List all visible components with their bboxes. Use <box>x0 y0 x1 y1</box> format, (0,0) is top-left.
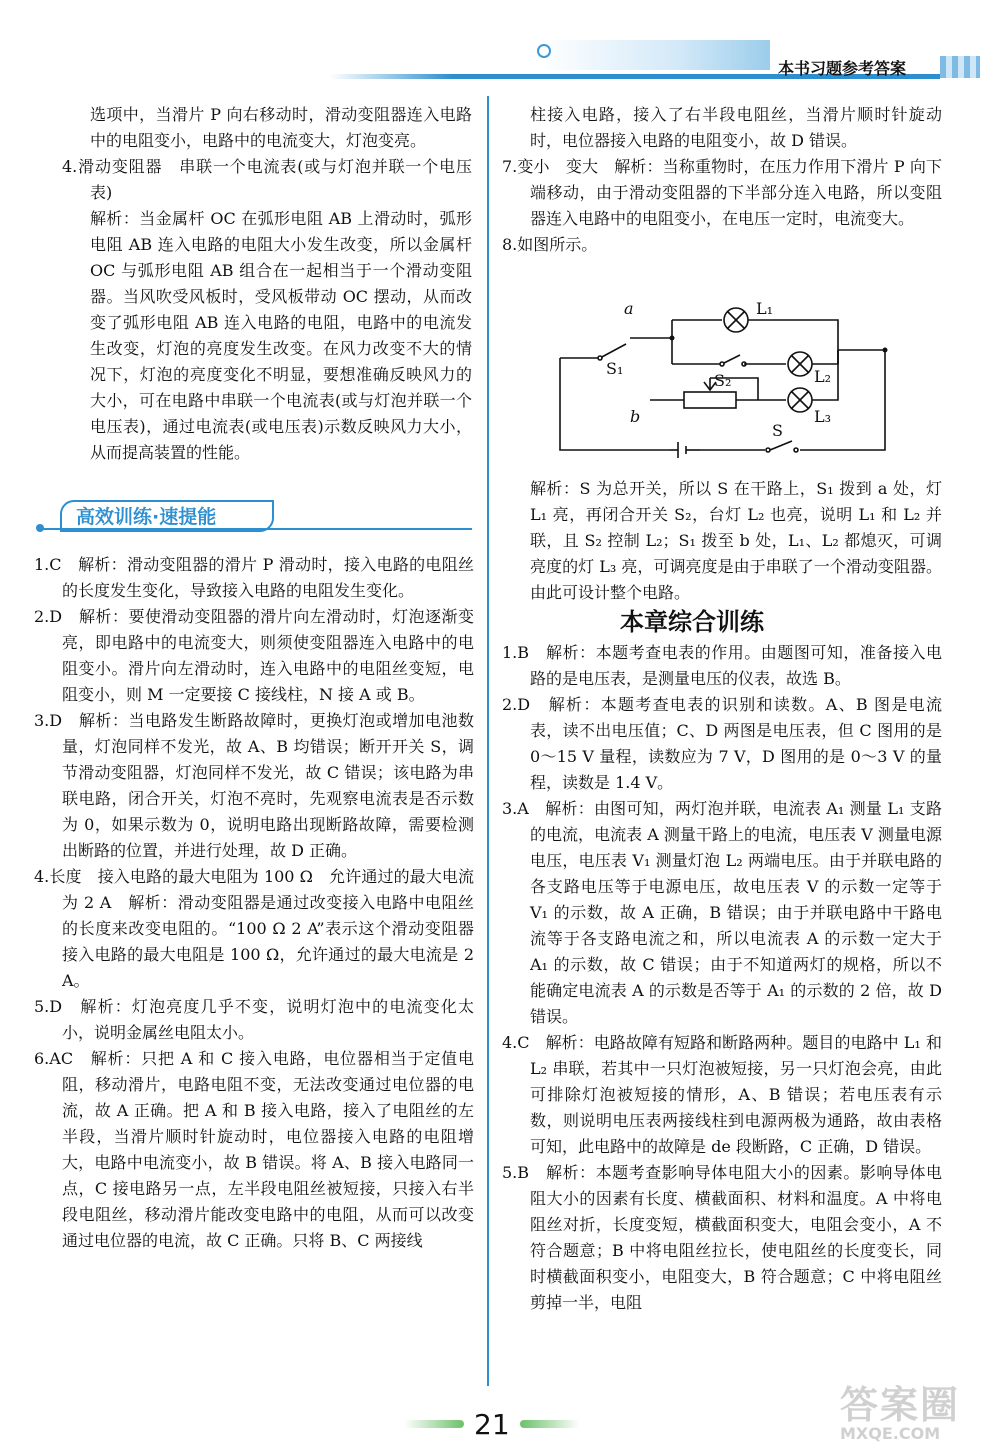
paragraph: 选项中，当滑片 P 向右移动时，滑动变阻器连入电路中的电阻变小，电路中的电流变大，灯泡变亮。 <box>90 105 472 150</box>
right-column-answers <box>502 640 942 1316</box>
answer-item: 4.滑动变阻器 串联一个电流表(或与灯泡并联一个电压表) <box>62 157 472 202</box>
circuit-label-s1: S₁ <box>606 359 624 378</box>
page-number-decoration-left <box>404 1420 464 1428</box>
answer-item: 1.B 解析：本题考查电表的作用。由题图可知，准备接入电路的是电压表，是测量电压的仪表，故选 B。 <box>502 643 942 688</box>
left-column-answers <box>34 552 474 1254</box>
page-number: 21 <box>474 1408 510 1441</box>
answer-item: 5.D 解析：灯泡亮度几乎不变，说明灯泡中的电流变化太小，说明金属丝电阻太小。 <box>34 997 474 1042</box>
header-title: 本书习题参考答案 <box>778 59 907 78</box>
answer-item: 8.如图所示。 <box>502 235 598 254</box>
circuit-label-l3: L₃ <box>814 407 832 426</box>
answer-item: 5.B 解析：本题考查影响导体电阻大小的因素。影响导体电阻大小的因素有长度、横截面积、材料和温度。A 中将电阻丝对折，长度变短，横截面积变大，电阻会变小，A 不符合题意；B 中将电阻丝拉长，使电阻丝的长度变长，同时横截面积变小，电阻变大，B 符合题意；C 中将电阻丝剪掉一半，电阻 <box>502 1163 942 1312</box>
chapter-title: 本章综合训练 <box>620 608 764 636</box>
answer-item: 1.C 解析：滑动变阻器的滑片 P 滑动时，接入电路的电阻丝的长度发生变化，导致接入电路的电阻发生变化。 <box>34 555 474 600</box>
header-stripe-decoration <box>940 56 980 78</box>
page-number-decoration-right <box>520 1420 580 1428</box>
answer-item: 6.AC 解析：只把 A 和 C 接入电路，电位器相当于定值电阻，移动滑片，电路电阻不变，无法改变通过电位器的电流，故 A 正确。把 A 和 B 接入电路，接入了电阻丝的左半段，当滑片顺时针旋动时，电位器接入电路的电阻增大，电路中电流变小，故 B 错误。将 A、B 接入电路同一点，C 接电路另一点，左半段电阻丝被短接，只接入右半段电阻丝，移动滑片能改变电路中的电阻，从而可以改变通过电位器的电流，故 C 正确。只将 B、C 两接线 <box>34 1049 474 1250</box>
answer-item: 2.D 解析：要使滑动变阻器的滑片向左滑动时，灯泡逐渐变亮，即电路中的电流变大，则须使变阻器连入电路中的电阻变小。滑片向左滑动时，连入电路中的电阻丝变短，电阻变小，则 M 一定要接 C 接线柱，N 接 A 或 B。 <box>34 607 474 704</box>
circuit-label-a: a <box>624 299 634 318</box>
header-decoration <box>540 40 770 70</box>
right-q8-analysis <box>530 476 942 606</box>
paragraph: 柱接入电路，接入了右半段电阻丝，当滑片顺时针旋动时，电位器接入电路的电阻变小，故 D 错误。 <box>530 105 942 150</box>
answer-item: 3.A 解析：由图可知，两灯泡并联，电流表 A₁ 测量 L₁ 支路的电流，电流表 A 测量干路上的电流，电压表 V 测量电源电压，电压表 V₁ 测量灯泡 L₂ 两端电压。由于并联电路的各支路电压等于电源电压，故电压表 V 的示数一定等于 V₁ 的示数，故 A 正确，B 错误；由于并联电路中干路电流等于各支路电流之和，所以电流表 A 的示数一定大于 A₁ 的示数，故 C 错误；由于不知道两灯的规格，所以不能确定电流表 A 的示数是否等于 A₁ 的示数的 2 倍，故 D 错误。 <box>502 799 942 1026</box>
answer-item: 3.D 解析：当电路发生断路故障时，更换灯泡或增加电池数量，灯泡同样不发光，故 A、B 均错误；断开开关 S，调节滑动变阻器，灯泡同样不发光，故 C 错误；该电路为串联电路，闭合开关，灯泡不亮时，先观察电流表是否示数为 0，如果示数为 0，说明电路出现断路故障，需要检测出断路的位置，并进行处理，故 D 正确。 <box>34 711 474 860</box>
watermark-text: 答案圈 <box>840 1383 961 1427</box>
circuit-label-s2: S₂ <box>714 371 732 390</box>
circuit-label-s: S <box>772 421 783 440</box>
right-column-top <box>502 102 942 258</box>
answer-item: 7.变小 变大 解析：当称重物时，在压力作用下滑片 P 向下端移动，由于滑动变阻器的下半部分连入电路，所以变阻器连入电路中的电阻变小，在电压一定时，电流变大。 <box>502 157 942 228</box>
circuit-label-l2: L₂ <box>814 367 832 386</box>
analysis-paragraph: 解析：S 为总开关，所以 S 在干路上，S₁ 拨到 a 处，灯 L₁ 亮，再闭合开关 S₂，台灯 L₂ 也亮，说明 L₁ 和 L₂ 并联，且 S₂ 控制 L₂；S₁ 拨至 b 处，L₁、L₂ 都熄灭，可调亮度的灯 L₃ 亮，可调亮度是由于串联了一个滑动变阻器。由此可设计整个电路。 <box>530 479 942 602</box>
answer-item: 4.长度 接入电路的最大电阻为 100 Ω 允许通过的最大电流为 2 A 解析：滑动变阻器是通过改变接入电路中电阻丝的长度来改变电阻的。“100 Ω 2 A”表示这个滑动变阻器接入电路的最大电阻是 100 Ω，允许通过的最大电流是 2 A。 <box>34 867 474 990</box>
watermark-url: MXQE.COM <box>840 1424 941 1443</box>
column-divider <box>487 96 489 1386</box>
circuit-label-b: b <box>630 407 641 426</box>
analysis-paragraph: 解析：当金属杆 OC 在弧形电阻 AB 上滑动时，弧形电阻 AB 连入电路的电阻大小发生改变，所以金属杆 OC 与弧形电阻 AB 组合在一起相当于一个滑动变阻器。当风吹受风板时，受风板带动 OC 摆动，从而改变了弧形电阻 AB 连入电路的电阻，电路中的电流发生改变，灯泡的亮度发生改变。在风力改变不大的情况下，灯泡的亮度变化不明显，要想准确反映风力的大小，可在电路中串联一个电流表(或与灯泡并联一个电压表)，通过电流表(或电压表)示数反映风力大小，从而提高装置的性能。 <box>90 209 472 462</box>
section-underline <box>42 528 472 530</box>
circuit-diagram <box>500 278 970 478</box>
left-column-top <box>62 102 472 466</box>
answer-item: 2.D 解析：本题考查电表的识别和读数。A、B 图是电流表，读不出电压值；C、D 两图是电压表，但 C 图用的是 0～15 V 量程，读数应为 7 V，D 图用的是 0～3 V 的量程，读数是 1.4 V。 <box>502 695 942 792</box>
watermark-logo <box>840 1385 990 1445</box>
section-heading: 高效训练·速提能 <box>76 506 217 528</box>
circuit-label-l1: L₁ <box>756 299 774 318</box>
header-circle-icon <box>537 44 551 58</box>
answer-item: 4.C 解析：电路故障有短路和断路两种。题目的电路中 L₁ 和 L₂ 串联，若其中一只灯泡被短接，另一只灯泡会亮，由此可排除灯泡被短接的情形，A、B 错误；若电压表有示数，则说明电压表两接线柱到电源两极为通路，故由表格可知，此电路中的故障是 de 段断路，C 正确，D 错误。 <box>502 1033 942 1156</box>
